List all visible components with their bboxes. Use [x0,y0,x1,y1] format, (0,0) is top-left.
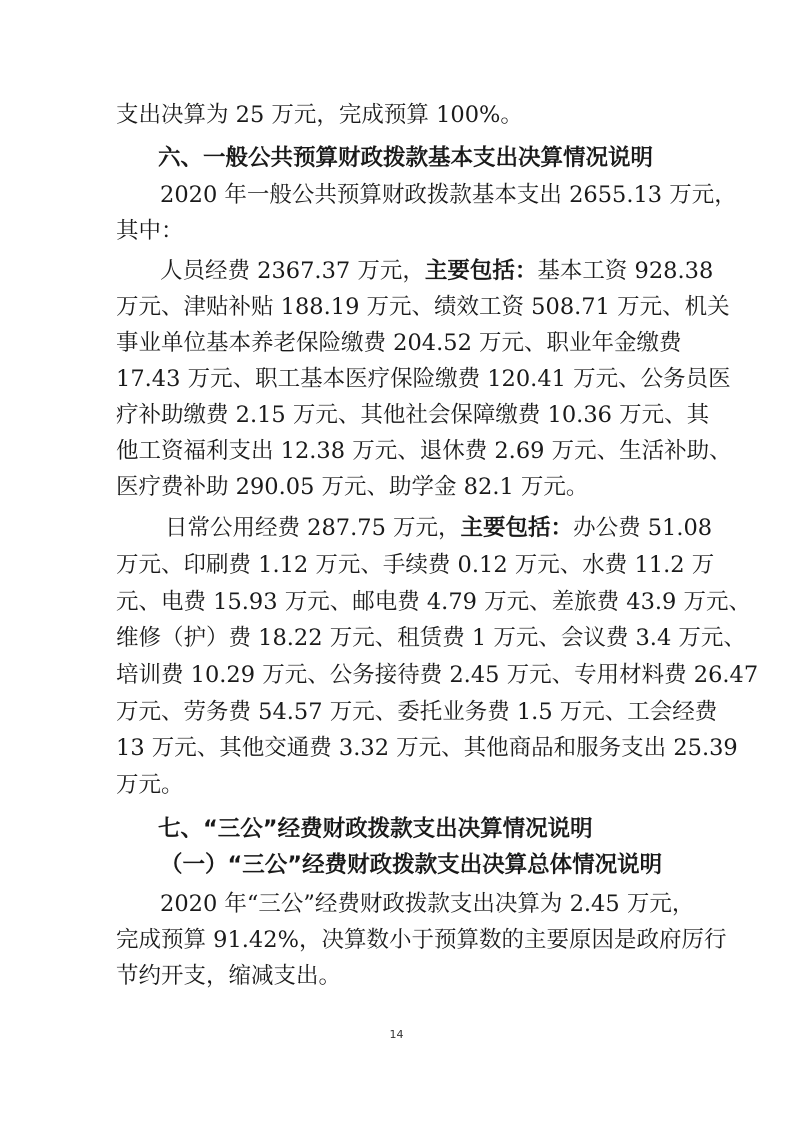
personnel-lead: 人员经费 2367.37 万元， [160,258,425,284]
section6-heading: 六、一般公共预算财政拨款基本支出决算情况说明 [158,145,654,171]
personnel-line: 17.43 万元、职工基本医疗保险缴费 120.41 万元、公务员医 [116,366,731,392]
personnel-line: 他工资福利支出 12.38 万元、退休费 2.69 万元、生活补助、 [116,438,732,464]
section7-subheading: （一）“三公”经费财政拨款支出决算总体情况说明 [160,852,663,878]
personnel-after-label: 基本工资 928.38 [537,258,714,284]
public-expense-line: 元、电费 15.93 万元、邮电费 4.79 万元、差旅费 43.9 万元、 [116,589,752,615]
public-expense-after-label: 办公费 51.08 [573,515,713,541]
public-expense-line: 维修（护）费 18.22 万元、租赁费 1 万元、会议费 3.4 万元、 [116,625,746,651]
personnel-bold-label: 主要包括： [424,258,538,284]
personnel-first-line [160,256,713,286]
intro-line: 支出决算为 25 万元，完成预算 100%。 [116,102,523,128]
public-expense-lead: 日常公用经费 287.75 万元， [165,515,461,541]
page-number: 14 [389,1028,404,1041]
public-expense-line: 培训费 10.29 万元、公务接待费 2.45 万元、专用材料费 26.47 [116,662,759,688]
section7-line: 2020 年“三公”经费财政拨款支出决算为 2.45 万元， [160,891,695,917]
personnel-line: 疗补助缴费 2.15 万元、其他社会保障缴费 10.36 万元、其 [116,402,710,428]
public-expense-line: 万元、印刷费 1.12 万元、手续费 0.12 万元、水费 11.2 万 [116,552,715,578]
section7-line: 节约开支，缩减支出。 [116,963,342,989]
section7-line: 完成预算 91.42%，决算数小于预算数的主要原因是政府厉行 [116,927,727,953]
personnel-line: 医疗费补助 290.05 万元、助学金 82.1 万元。 [116,474,589,500]
personnel-line: 事业单位基本养老保险缴费 204.52 万元、职业年金缴费 [116,330,682,356]
public-expense-line: 万元、劳务费 54.57 万元、委托业务费 1.5 万元、工会经费 [116,699,718,725]
section7-heading: 七、“三公”经费财政拨款支出决算情况说明 [158,816,593,842]
public-expense-first-line [165,513,712,543]
public-expense-line: 13 万元、其他交通费 3.32 万元、其他商品和服务支出 25.39 [116,735,738,761]
public-expense-bold-label: 主要包括： [460,515,574,541]
public-expense-line: 万元。 [116,772,184,798]
personnel-line: 万元、津贴补贴 188.19 万元、绩效工资 508.71 万元、机关 [116,294,730,320]
section6-summary-line-1: 2020 年一般公共预算财政拨款基本支出 2655.13 万元， [160,182,737,208]
section6-summary-line-2: 其中： [116,218,184,244]
